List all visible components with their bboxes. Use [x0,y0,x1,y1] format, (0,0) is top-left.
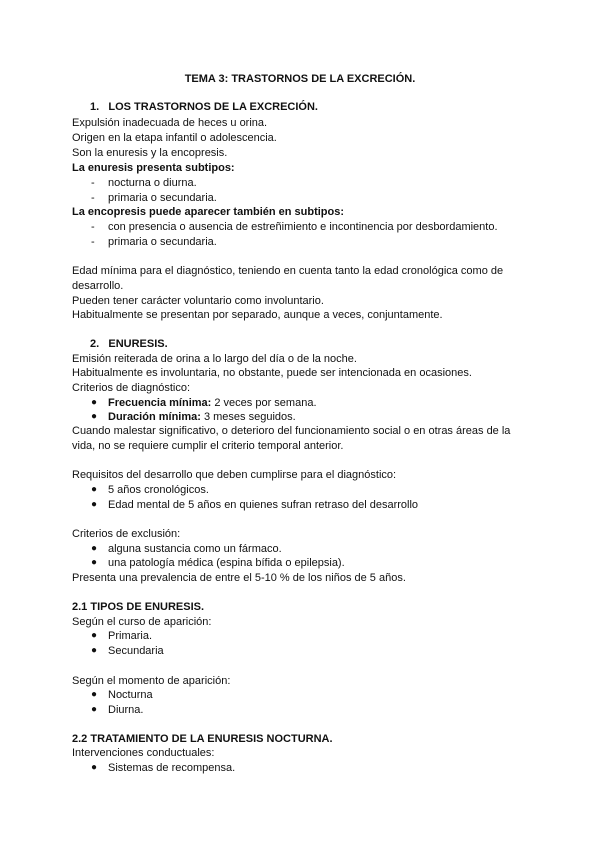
paragraph-line: Son la enuresis y la encopresis. [72,147,228,159]
paragraph-line: vida, no se requiere cumplir el criterio temporal anterior. [72,440,344,452]
paragraph-line: Requisitos del desarrollo que deben cumplirse para el diagnóstico: [72,469,397,481]
list-item: con presencia o ausencia de estreñimiento e incontinencia por desbordamiento. [108,221,498,233]
paragraph-line: Criterios de exclusión: [72,528,181,540]
criterion-item [108,410,296,424]
bullet-dot: ● [91,557,98,568]
dash-bullet: - [91,192,95,204]
list-item: primaria o secundaria. [108,236,217,248]
list-item: Secundaria [108,645,164,657]
bullet-dot: ● [91,630,98,641]
criterion-value: 3 meses seguidos. [200,411,296,423]
subtypes-label: La encopresis puede aparecer también en subtipos: [72,206,345,218]
dash-bullet: - [91,236,95,248]
paragraph-line: Presenta una prevalencia de entre el 5-10 % de los niños de 5 años. [72,572,406,584]
section-title: ENURESIS. [108,338,168,350]
section-1-heading [90,100,318,114]
bullet-dot: ● [91,762,98,773]
section-number: 2. [90,338,100,350]
paragraph-line: desarrollo. [72,280,124,292]
bullet-dot: ● [91,645,98,656]
subtypes-label: La enuresis presenta subtipos: [72,162,235,174]
list-item: nocturna o diurna. [108,177,197,189]
paragraph-line: Habitualmente es involuntaria, no obstante, puede ser intencionada en ocasiones. [72,367,472,379]
section-number: 1. [90,101,100,113]
bullet-dot: ● [91,397,98,408]
list-item: una patología médica (espina bífida o epilepsia). [108,557,345,569]
paragraph-line: Habitualmente se presentan por separado, aunque a veces, conjuntamente. [72,309,443,321]
bullet-dot: ● [91,411,98,422]
list-item: primaria o secundaria. [108,192,217,204]
bullet-dot: ● [91,543,98,554]
paragraph-line: Emisión reiterada de orina a lo largo del día o de la noche. [72,353,357,365]
paragraph-line: Expulsión inadecuada de heces u orina. [72,117,268,129]
list-item: Sistemas de recompensa. [108,762,236,774]
list-item: Edad mental de 5 años en quienes sufran retraso del desarrollo [108,499,419,511]
bullet-dot: ● [91,689,98,700]
list-item: 5 años cronológicos. [108,484,209,496]
dash-bullet: - [91,177,95,189]
paragraph-line: Edad mínima para el diagnóstico, teniendo en cuenta tanto la edad cronológica como de [72,265,504,277]
document-title: TEMA 3: TRASTORNOS DE LA EXCRECIÓN. [184,73,416,85]
paragraph-line: Intervenciones conductuales: [72,747,215,759]
list-item: alguna sustancia como un fármaco. [108,543,282,555]
section-title: LOS TRASTORNOS DE LA EXCRECIÓN. [108,101,318,113]
dash-bullet: - [91,221,95,233]
list-item: Diurna. [108,704,144,716]
criterion-label: Frecuencia mínima: [108,397,212,409]
paragraph-line: Pueden tener carácter voluntario como involuntario. [72,295,324,307]
list-item: Nocturna [108,689,153,701]
bullet-dot: ● [91,499,98,510]
bullet-dot: ● [91,484,98,495]
criterion-value: 2 veces por semana. [211,397,317,409]
paragraph-line: Origen en la etapa infantil o adolescencia. [72,132,277,144]
paragraph-line: Según el momento de aparición: [72,675,231,687]
paragraph-line: Criterios de diagnóstico: [72,382,191,394]
section-2-1-heading: 2.1 TIPOS DE ENURESIS. [72,601,205,613]
paragraph-line: Según el curso de aparición: [72,616,212,628]
section-2-2-heading: 2.2 TRATAMIENTO DE LA ENURESIS NOCTURNA. [72,733,333,745]
criterion-item [108,396,317,410]
section-2-heading [90,337,168,351]
list-item: Primaria. [108,630,153,642]
paragraph-line: Cuando malestar significativo, o deterioro del funcionamiento social o en otras áreas de la [72,425,511,437]
criterion-label: Duración mínima: [108,411,201,423]
bullet-dot: ● [91,704,98,715]
